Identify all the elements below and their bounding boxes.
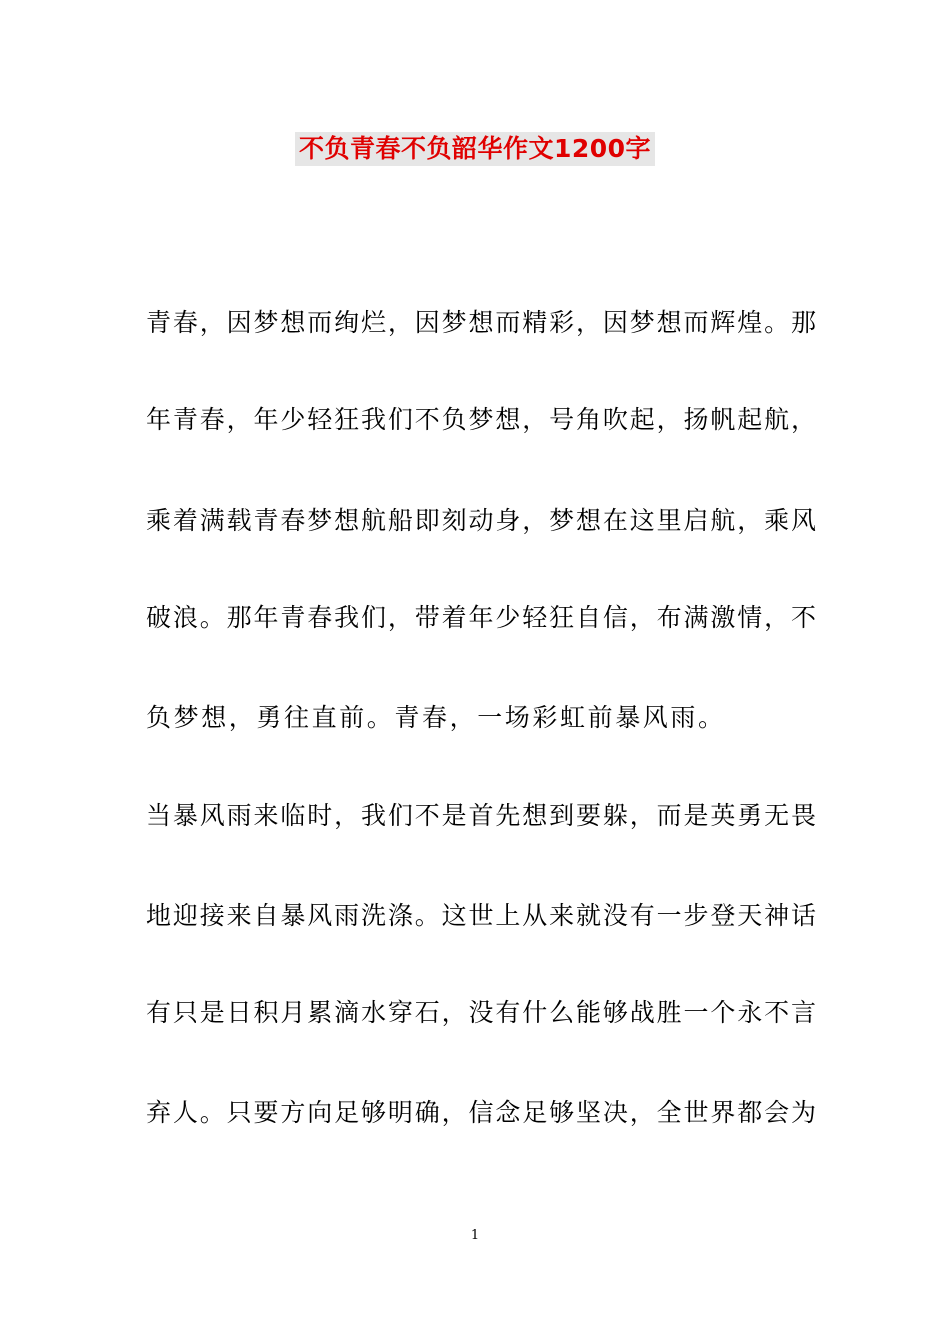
paragraph-line: 地迎接来自暴风雨洗涤。这世上从来就没有一步登天神话: [146, 901, 816, 930]
paragraph-line: 弃人。只要方向足够明确，信念足够坚决，全世界都会为: [146, 1098, 816, 1127]
paragraph-line: 青春，因梦想而绚烂，因梦想而精彩，因梦想而辉煌。那: [146, 308, 816, 337]
paragraph-line: 有只是日积月累滴水穿石，没有什么能够战胜一个永不言: [146, 998, 816, 1027]
paragraph-line: 乘着满载青春梦想航船即刻动身，梦想在这里启航，乘风: [146, 506, 816, 535]
page-number: 1: [470, 1228, 480, 1243]
document-title: 不负青春不负韶华作文1200字: [295, 132, 655, 166]
paragraph-line: 年青春，年少轻狂我们不负梦想，号角吹起，扬帆起航，: [146, 405, 816, 434]
title-container: [0, 132, 950, 166]
paragraph-line: 破浪。那年青春我们，带着年少轻狂自信，布满激情，不: [146, 603, 816, 632]
paragraph-line: 负梦想，勇往直前。青春，一场彩虹前暴风雨。: [146, 703, 726, 732]
paragraph-line: 当暴风雨来临时，我们不是首先想到要躲，而是英勇无畏: [146, 801, 816, 830]
